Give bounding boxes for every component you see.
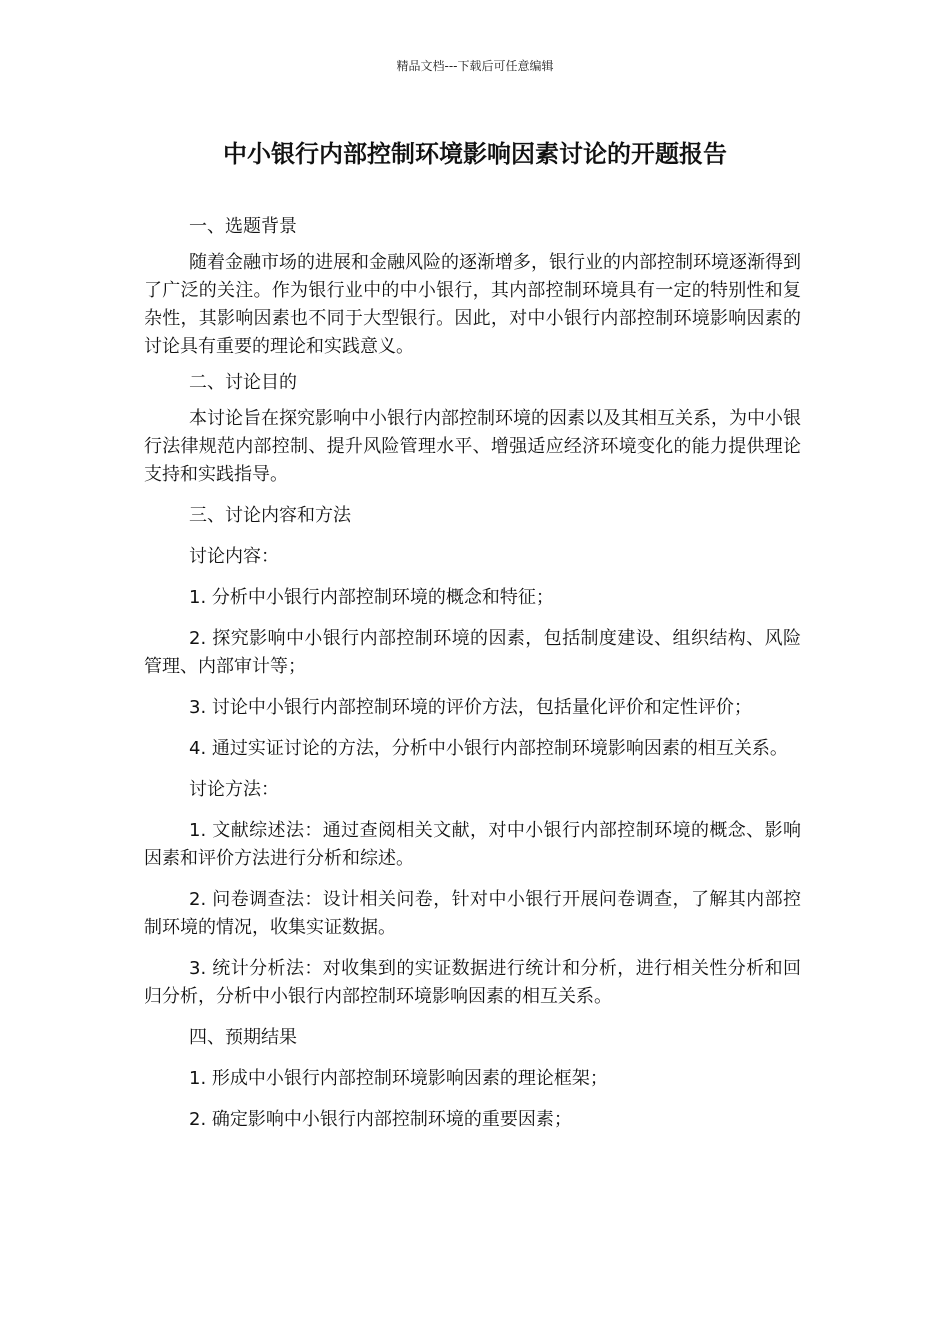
section-heading-purpose: 二、讨论目的	[189, 372, 297, 393]
document-body	[144, 213, 801, 1134]
section-heading-content-method: 三、讨论内容和方法	[189, 505, 351, 526]
content-label: 讨论内容：	[189, 546, 279, 567]
header-note: 精品文档---下载后可任意编辑	[396, 59, 554, 73]
method-label: 讨论方法：	[189, 779, 279, 800]
method-item-2: 2. 问卷调查法：设计相关问卷，针对中小银行开展问卷调查，了解其内部控制环境的情况，收集实证数据。	[144, 889, 801, 938]
section-heading-background: 一、选题背景	[189, 216, 297, 237]
section-heading-results: 四、预期结果	[189, 1027, 297, 1048]
content-item-3: 3. 讨论中小银行内部控制环境的评价方法，包括量化评价和定性评价；	[189, 697, 752, 718]
result-item-1: 1. 形成中小银行内部控制环境影响因素的理论框架；	[189, 1068, 608, 1089]
document-title: 中小银行内部控制环境影响因素讨论的开题报告	[223, 140, 727, 168]
result-item-2: 2. 确定影响中小银行内部控制环境的重要因素；	[189, 1109, 572, 1130]
content-item-4: 4. 通过实证讨论的方法，分析中小银行内部控制环境影响因素的相互关系。	[189, 738, 788, 759]
method-item-1: 1. 文献综述法：通过查阅相关文献，对中小银行内部控制环境的概念、影响因素和评价方法进行分析和综述。	[144, 820, 801, 869]
paragraph-purpose: 本讨论旨在探究影响中小银行内部控制环境的因素以及其相互关系，为中小银行法律规范内部控制、提升风险管理水平、增强适应经济环境变化的能力提供理论支持和实践指导。	[144, 408, 801, 485]
content-item-1: 1. 分析中小银行内部控制环境的概念和特征；	[189, 587, 554, 608]
paragraph-background: 随着金融市场的进展和金融风险的逐渐增多，银行业的内部控制环境逐渐得到了广泛的关注。作为银行业中的中小银行，其内部控制环境具有一定的特别性和复杂性，其影响因素也不同于大型银行。因此，对中小银行内部控制环境影响因素的讨论具有重要的理论和实践意义。	[144, 252, 801, 357]
content-item-2: 2. 探究影响中小银行内部控制环境的因素，包括制度建设、组织结构、风险管理、内部审计等；	[144, 628, 801, 677]
method-item-3: 3. 统计分析法：对收集到的实证数据进行统计和分析，进行相关性分析和回归分析，分析中小银行内部控制环境影响因素的相互关系。	[144, 958, 801, 1007]
